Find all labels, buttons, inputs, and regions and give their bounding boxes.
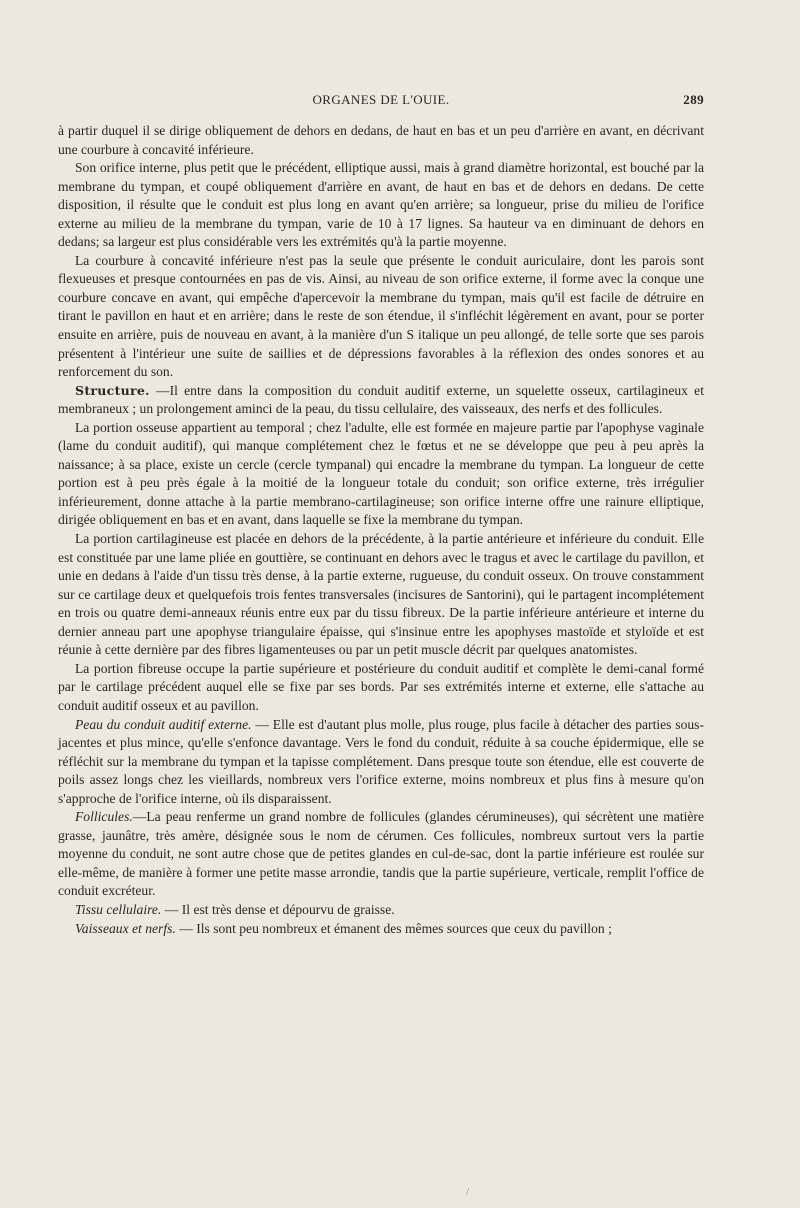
paragraph — [58, 159, 704, 252]
paragraph-text: La portion osseuse appartient au temporal ; chez l'adulte, elle est formée en majeure partie par l'apophyse vaginale (lame du conduit auditif), qui manque complétement chez le fœtus et ne se développe que peu à peu après la naissance; à sa place, existe un cercle (cercle tympanal) qui encadre la membrane du tympan. La longueur de cette portion est à peu près égale à la moitié de la longueur totale du conduit; son orifice externe, très irrégulier inférieurement, donne attache à la partie membrano-cartilagineuse; son orifice interne offre une rainure elliptique, dirigée obliquement en bas et en avant, dans laquelle se fixe la membrane du tympan. — [58, 419, 704, 528]
subsection-heading: Peau du conduit auditif externe. — [75, 716, 252, 732]
paragraph — [58, 382, 704, 419]
paragraph-text: à partir duquel il se dirige obliquement de dehors en dedans, de haut en bas et un peu d'arrière en avant, en décrivant une courbure à concavité inférieure. — [58, 123, 704, 157]
paragraph-text: La courbure à concavité inférieure n'est pas la seule que présente le conduit auriculaire, dont les parois sont flexueuses et presque contournées en pas de vis. Ainsi, au niveau de son orifice externe, il forme avec la conque une courbure concave en avant, qui empêche d'apercevoir la membrane du tympan, mais qu'il est facile de détruire en tirant le pavillon en haut et en arrière; dans le reste de son étendue, il s'infléchit légèrement en avant, pour se porter ensuite en arrière, puis de nouveau en avant, à la manière d'un S italique un peu allongé, de telle sorte que ses parois présentent à l'intérieur une suite de saillies et de dépressions favorables à la réflexion des ondes sonores et au renforcement du son. — [58, 252, 704, 380]
paragraph — [58, 530, 704, 660]
subsection-heading: Tissu cellulaire. — [75, 901, 162, 917]
paragraph-text: —La peau renferme un grand nombre de follicules (glandes cérumineuses), qui sécrètent une matière grasse, jaunâtre, très amère, désignée sous le nom de cérumen. Ces follicules, nombreux surtout vers la partie moyenne du conduit, ne sont autre chose que de petites glandes en cul-de-sac, dont la partie inférieure est roulée sur elle-même, de manière à former une petite masse arrondie, tandis que la partie supérieure, verticale, remplit l'office de conduit excréteur. — [58, 809, 704, 899]
paragraph — [58, 122, 704, 159]
running-head — [58, 92, 704, 112]
paragraph — [58, 901, 704, 920]
paragraph-text: Son orifice interne, plus petit que le précédent, elliptique aussi, mais à grand diamètre horizontal, est bouché par la membrane du tympan, et coupé obliquement d'arrière en avant, de haut en bas et de dehors en dedans. De cette disposition, il résulte que le conduit est plus long en avant qu'en arrière; sa longueur, prise du milieu de l'orifice externe au milieu de la membrane du tympan, varie de 10 à 17 lignes. Sa hauteur va en diminuant de dehors en dedans; sa largeur est plus considérable vers les extrémités qu'à la partie moyenne. — [58, 160, 704, 250]
paragraph-text: La portion cartilagineuse est placée en dehors de la précédente, à la partie antérieure et inférieure du conduit. Elle est constituée par une lame pliée en gouttière, se continuant en dehors avec le tragus et avec le cartilage du pavillon, et unie en dedans à l'aide d'un tissu très dense, à la partie externe, rugueuse, du conduit osseux. On trouve constamment sur ce cartilage deux et quelquefois trois fentes transversales (incisures de Santorini), qui le partagent incomplétement en trois ou quatre demi-anneaux réunis entre eux par du tissu fibreux. De la partie inférieure antérieure et interne du dernier anneau part une apophyse triangulaire épaisse, qui s'insinue entre les apophyses mastoïde et styloïde et est réunie à cette dernière par des fibres ligamenteuses ou par un petit muscle décrit par quelques anatomistes. — [58, 531, 704, 658]
stray-mark: / — [466, 1186, 470, 1198]
paragraph — [58, 808, 704, 901]
paragraph — [58, 252, 704, 382]
paragraph-text: —Il entre dans la composition du conduit auditif externe, un squelette osseux, cartilagineux et membraneux ; un prolongement aminci de la peau, du tissu cellulaire, des vaisseaux, des nerfs et des follicules. — [58, 382, 704, 417]
paragraph-text: — Elle est d'autant plus molle, plus rouge, plus facile à détacher des parties sous-jacentes et plus mince, qu'elle s'enfonce davantage. Vers le fond du conduit, réduite à sa couche épidermique, elle se réfléchit sur la membrane du tympan et la tapisse complétement. Dans presque toute son étendue, elle est couverte de poils assez longs chez les vieillards, nombreux vers l'orifice externe, moins nombreux et plus fins à mesure qu'on s'approche de l'orifice interne, où ils disparaissent. — [58, 716, 704, 806]
paragraph — [58, 660, 704, 716]
paragraph — [58, 716, 704, 809]
subsection-heading: Follicules. — [75, 809, 133, 825]
page-number: 289 — [683, 92, 704, 107]
body-text — [58, 122, 704, 938]
running-title: ORGANES DE L'OUIE. — [312, 92, 450, 107]
paragraph-text: — Ils sont peu nombreux et émanent des mêmes sources que ceux du pavillon ; — [175, 920, 612, 936]
subsection-heading: Vaisseaux et nerfs. — [75, 920, 176, 936]
section-heading: Structure. — [75, 382, 150, 398]
paragraph — [58, 920, 704, 939]
paragraph-text: — Il est très dense et dépourvu de graisse. — [161, 901, 395, 917]
paragraph — [58, 419, 704, 530]
paragraph-text: La portion fibreuse occupe la partie supérieure et postérieure du conduit auditif et complète le demi-canal formé par le cartilage précédent auquel elle se fixe par ses bords. Par ses extrémités interne et externe, elle s'attache au conduit auditif osseux et au pavillon. — [58, 660, 704, 713]
